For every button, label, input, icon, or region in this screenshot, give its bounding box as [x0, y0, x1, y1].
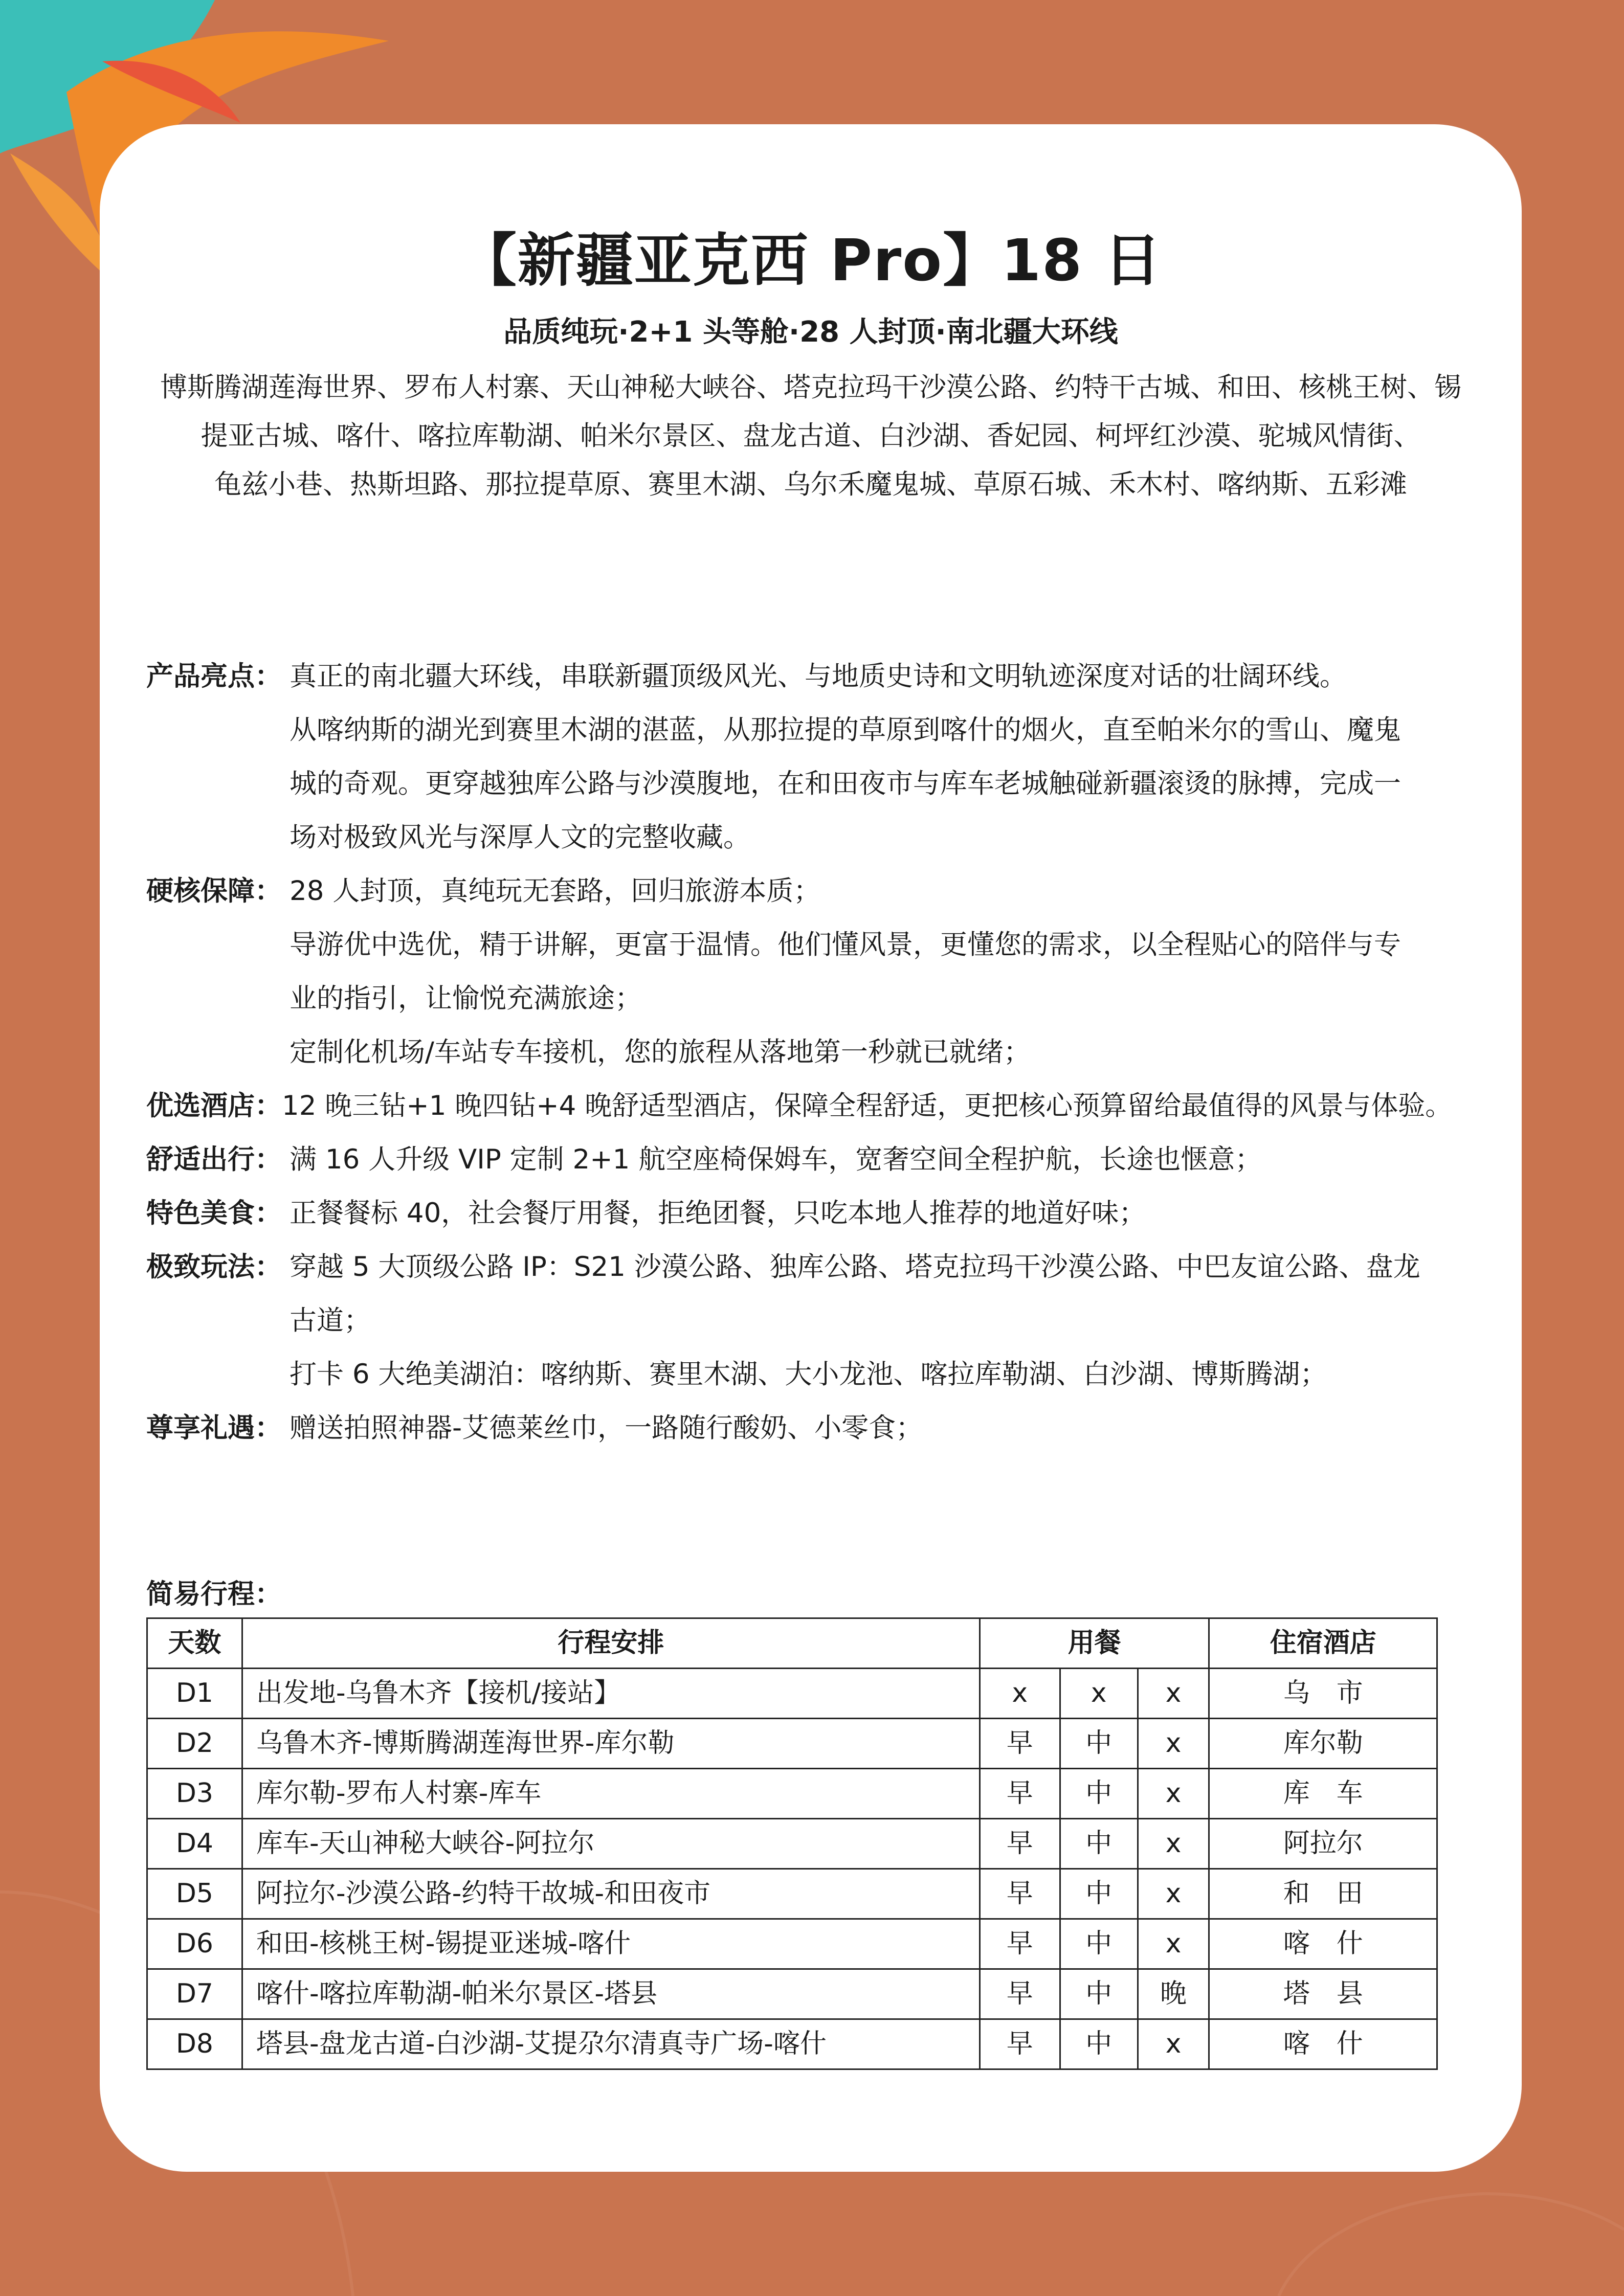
- lunch-cell: 中: [1060, 1719, 1138, 1769]
- itinerary-heading: 简易行程：: [146, 1579, 282, 1610]
- header-hotel: 住宿酒店: [1209, 1618, 1437, 1669]
- section-label: 产品亮点：: [146, 661, 282, 692]
- section-0: [146, 649, 1486, 864]
- table-row: [147, 1669, 1437, 1719]
- breakfast-cell: 早: [980, 1719, 1060, 1769]
- section-4: [146, 1186, 1486, 1240]
- section-6: [146, 1401, 1486, 1455]
- section-3: [146, 1133, 1486, 1186]
- table-row: [147, 1869, 1437, 1919]
- dinner-cell: 晚: [1138, 1969, 1209, 2019]
- attractions-line: 博斯腾湖莲海世界、罗布人村寨、天山神秘大峡谷、塔克拉玛干沙漠公路、约特干古城、和田、核桃王树、锡: [160, 372, 1461, 403]
- day-cell: D4: [147, 1819, 242, 1869]
- attractions-line: 龟兹小巷、热斯坦路、那拉提草原、赛里木湖、乌尔禾魔鬼城、草原石城、禾木村、喀纳斯、五彩滩: [214, 469, 1407, 500]
- route-cell: 喀什-喀拉库勒湖-帕米尔景区-塔县: [242, 1969, 980, 2019]
- lunch-cell: 中: [1060, 1819, 1138, 1869]
- section-label: 舒适出行：: [146, 1144, 282, 1175]
- lunch-cell: 中: [1060, 1919, 1138, 1969]
- section-line: 导游优中选优，精于讲解，更富于温情。他们懂风景，更懂您的需求，以全程贴心的陪伴与专: [290, 929, 1401, 960]
- section-line: 正餐餐标 40，社会餐厅用餐，拒绝团餐，只吃本地人推荐的地道好味；: [290, 1198, 1146, 1229]
- section-line: 业的指引，让愉悦充满旅途；: [290, 983, 642, 1014]
- route-cell: 库尔勒-罗布人村寨-库车: [242, 1769, 980, 1819]
- breakfast-cell: 早: [980, 1969, 1060, 2019]
- attractions-line: 提亚古城、喀什、喀拉库勒湖、帕米尔景区、盘龙古道、白沙湖、香妃园、柯坪红沙漠、驼城风情街、: [201, 420, 1421, 452]
- table-row: [147, 1769, 1437, 1819]
- route-cell: 库车-天山神秘大峡谷-阿拉尔: [242, 1819, 980, 1869]
- hotel-cell: 塔 县: [1209, 1969, 1437, 2019]
- section-line: 满 16 人升级 VIP 定制 2+1 航空座椅保姆车，宽奢空间全程护航，长途也惬意；: [290, 1144, 1262, 1175]
- dinner-cell: x: [1138, 1869, 1209, 1919]
- lunch-cell: x: [1060, 1669, 1138, 1719]
- section-label: 极致玩法：: [146, 1251, 282, 1282]
- section-label: 尊享礼遇：: [146, 1412, 282, 1444]
- lunch-cell: 中: [1060, 1869, 1138, 1919]
- dinner-cell: x: [1138, 1819, 1209, 1869]
- header-meals: 用餐: [980, 1618, 1209, 1669]
- table-row: [147, 1819, 1437, 1869]
- section-line: 从喀纳斯的湖光到赛里木湖的湛蓝，从那拉提的草原到喀什的烟火，直至帕米尔的雪山、魔鬼: [290, 714, 1401, 746]
- route-cell: 出发地-乌鲁木齐【接机/接站】: [242, 1669, 980, 1719]
- page-title: 【新疆亚克西 Pro】18 日: [459, 228, 1163, 294]
- route-cell: 塔县-盘龙古道-白沙湖-艾提尕尔清真寺广场-喀什: [242, 2019, 980, 2069]
- route-cell: 阿拉尔-沙漠公路-约特干故城-和田夜市: [242, 1869, 980, 1919]
- attractions-list: [138, 363, 1483, 509]
- hotel-cell: 和 田: [1209, 1869, 1437, 1919]
- feature-sections: [146, 649, 1486, 1455]
- section-line: 赠送拍照神器-艾德莱丝巾，一路随行酸奶、小零食；: [290, 1412, 923, 1444]
- page-subtitle: 品质纯玩·2+1 头等舱·28 人封顶·南北疆大环线: [503, 316, 1118, 349]
- dinner-cell: x: [1138, 1769, 1209, 1819]
- breakfast-cell: 早: [980, 2019, 1060, 2069]
- hotel-cell: 阿拉尔: [1209, 1819, 1437, 1869]
- breakfast-cell: 早: [980, 1919, 1060, 1969]
- day-cell: D7: [147, 1969, 242, 2019]
- section-text: [290, 1240, 1486, 1401]
- section-line: 28 人封顶，真纯玩无套路，回归旅游本质；: [290, 875, 821, 907]
- table-row: [147, 2019, 1437, 2069]
- breakfast-cell: 早: [980, 1769, 1060, 1819]
- breakfast-cell: x: [980, 1669, 1060, 1719]
- hotel-cell: 库尔勒: [1209, 1719, 1437, 1769]
- section-line: 场对极致风光与深厚人文的完整收藏。: [290, 822, 750, 853]
- section-line: 城的奇观。更穿越独库公路与沙漠腹地，在和田夜市与库车老城触碰新疆滚烫的脉搏，完成一: [290, 768, 1401, 799]
- table-row: [147, 1919, 1437, 1969]
- day-cell: D1: [147, 1669, 242, 1719]
- breakfast-cell: 早: [980, 1869, 1060, 1919]
- section-text: [290, 649, 1486, 864]
- route-cell: 和田-核桃王树-锡提亚迷城-喀什: [242, 1919, 980, 1969]
- section-label: 特色美食：: [146, 1198, 282, 1229]
- day-cell: D3: [147, 1769, 242, 1819]
- dinner-cell: x: [1138, 1919, 1209, 1969]
- section-line: 真正的南北疆大环线，串联新疆顶级风光、与地质史诗和文明轨迹深度对话的壮阔环线。: [290, 661, 1347, 692]
- lunch-cell: 中: [1060, 1769, 1138, 1819]
- section-text: [282, 1079, 1486, 1133]
- section-label: 硬核保障：: [146, 875, 282, 907]
- table-row: [147, 1719, 1437, 1769]
- day-cell: D2: [147, 1719, 242, 1769]
- lunch-cell: 中: [1060, 2019, 1138, 2069]
- section-text: [290, 864, 1486, 1079]
- dinner-cell: x: [1138, 1669, 1209, 1719]
- section-5: [146, 1240, 1486, 1401]
- hotel-cell: 库 车: [1209, 1769, 1437, 1819]
- hotel-cell: 喀 什: [1209, 1919, 1437, 1969]
- section-label: 优选酒店：: [146, 1090, 282, 1121]
- section-text: [290, 1133, 1486, 1186]
- header-route: 行程安排: [242, 1618, 980, 1669]
- section-line: 12 晚三钻+1 晚四钻+4 晚舒适型酒店，保障全程舒适，更把核心预算留给最值得的风景与体验。: [282, 1090, 1453, 1121]
- dinner-cell: x: [1138, 2019, 1209, 2069]
- breakfast-cell: 早: [980, 1819, 1060, 1869]
- section-text: [290, 1401, 1486, 1455]
- section-line: 定制化机场/车站专车接机，您的旅程从落地第一秒就已就绪；: [290, 1037, 1031, 1068]
- day-cell: D6: [147, 1919, 242, 1969]
- hotel-cell: 喀 什: [1209, 2019, 1437, 2069]
- route-cell: 乌鲁木齐-博斯腾湖莲海世界-库尔勒: [242, 1719, 980, 1769]
- section-line: 古道；: [290, 1305, 371, 1336]
- day-cell: D5: [147, 1869, 242, 1919]
- lunch-cell: 中: [1060, 1969, 1138, 2019]
- section-line: 打卡 6 大绝美湖泊：喀纳斯、赛里木湖、大小龙池、喀拉库勒湖、白沙湖、博斯腾湖；: [290, 1359, 1327, 1390]
- section-2: [146, 1079, 1486, 1133]
- dinner-cell: x: [1138, 1719, 1209, 1769]
- table-header-row: [147, 1618, 1437, 1669]
- table-row: [147, 1969, 1437, 2019]
- hotel-cell: 乌 市: [1209, 1669, 1437, 1719]
- section-1: [146, 864, 1486, 1079]
- section-line: 穿越 5 大顶级公路 IP：S21 沙漠公路、独库公路、塔克拉玛干沙漠公路、中巴友谊公路、盘龙: [290, 1251, 1420, 1282]
- background-arc: [1279, 2194, 1624, 2296]
- header-day: 天数: [147, 1618, 242, 1669]
- itinerary-table: [146, 1617, 1438, 2070]
- section-text: [290, 1186, 1486, 1240]
- day-cell: D8: [147, 2019, 242, 2069]
